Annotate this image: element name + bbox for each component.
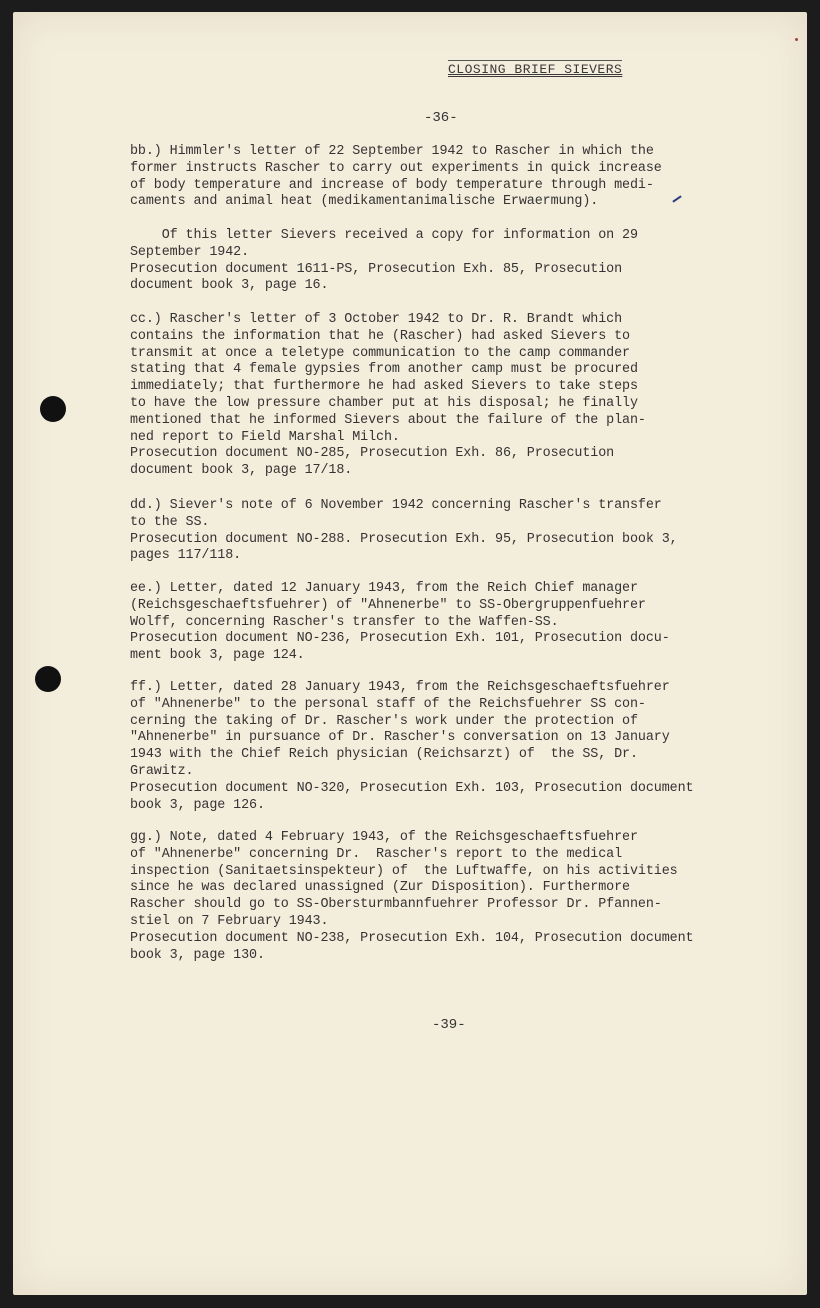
paragraph-ee: ee.) Letter, dated 12 January 1943, from the Reich Chief manager (Reichsgeschaeftsfuehrer) of "Ahnenerbe" to SS-Obergruppenfuehrer Wolff, concerning Rascher's transfer to the Waffen-SS. Prosecution document NO-236, Prosecution Exh. 101, Prosecution docu- ment book 3, page 124.	[130, 581, 670, 664]
paragraph-copy-note: Of this letter Sievers received a copy for information on 29 September 1942. Prosecution document 1611-PS, Prosecution Exh. 85, Prosecution document book 3, page 16.	[130, 228, 638, 294]
page-number-bottom: -39-	[432, 1017, 466, 1033]
paragraph-ff: ff.) Letter, dated 28 January 1943, from the Reichsgeschaeftsfuehrer of "Ahnenerbe" to the personal staff of the Reichsfuehrer SS con- cerning the taking of Dr. Rascher's work under the protection of "Ahnenerbe" in pursuance of Dr. Rascher's conversation on 13 January 1943 with the Chief Reich physician (Reichsarzt) of the SS, Dr. Grawitz. Prosecution document NO-320, Prosecution Exh. 103, Prosecution document book 3, page 126.	[130, 680, 694, 813]
paragraph-dd: dd.) Siever's note of 6 November 1942 concerning Rascher's transfer to the SS. Prosecution document NO-288. Prosecution Exh. 95, Prosecution book 3, pages 117/118.	[130, 498, 678, 564]
page-number-top: -36-	[424, 110, 458, 126]
paragraph-gg: gg.) Note, dated 4 February 1943, of the Reichsgeschaeftsfuehrer of "Ahnenerbe" concerning Dr. Rascher's report to the medical inspection (Sanitaetsinspekteur) of the Luftwaffe, on his activities since he was declared unassigned (Zur Disposition). Furthermore Rascher should go to SS-Obersturmbannfuehrer Professor Dr. Pfannen- stiel on 7 February 1943. Prosecution document NO-238, Prosecution Exh. 104, Prosecution document book 3, page 130.	[130, 830, 694, 963]
punch-hole	[40, 396, 66, 422]
document-header: CLOSING BRIEF SIEVERS	[448, 62, 623, 77]
punch-hole	[35, 666, 61, 692]
paragraph-bb: bb.) Himmler's letter of 22 September 1942 to Rascher in which the former instructs Rascher to carry out experiments in quick increase of body temperature and increase of body temperature through medi- caments and animal heat (medikamentanimalische Erwaermung).	[130, 144, 662, 210]
paragraph-cc: cc.) Rascher's letter of 3 October 1942 to Dr. R. Brandt which contains the information that he (Rascher) had asked Sievers to transmit at once a teletype communication to the camp commander stating that 4 female gypsies from another camp must be procured immediately; that furthermore he had asked Sievers to take steps to have the low pressure chamber put at his disposal; he finally mentioned that he informed Sievers about the failure of the plan- ned report to Field Marshal Milch. Prosecution document NO-285, Prosecution Exh. 86, Prosecution document book 3, page 17/18.	[130, 312, 646, 479]
ink-mark	[795, 38, 798, 41]
